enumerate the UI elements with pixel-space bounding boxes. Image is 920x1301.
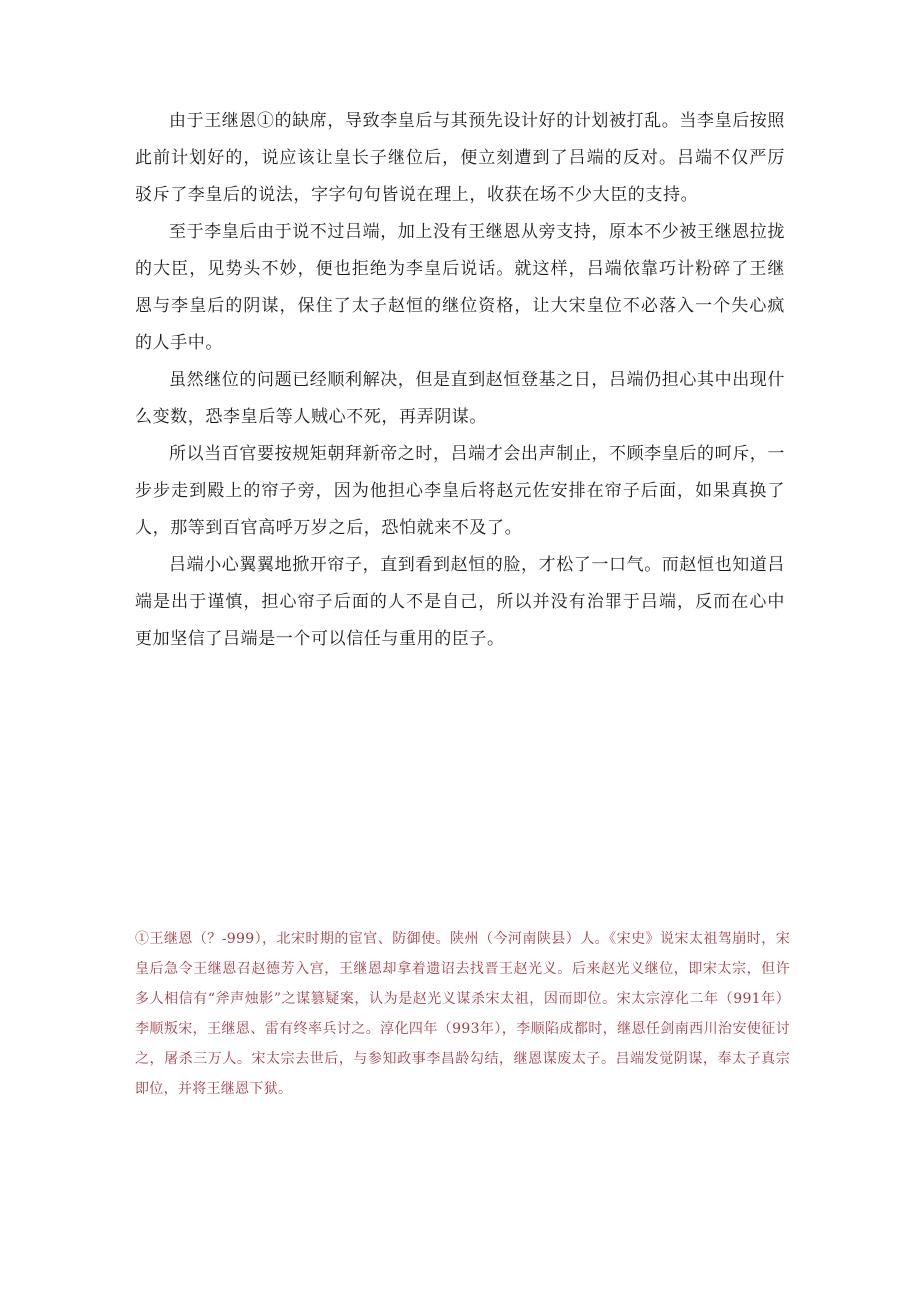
body-text	[135, 103, 785, 658]
paragraph-1: 由于王继恩①的缺席，导致李皇后与其预先设计好的计划被打乱。当李皇后按照此前计划好的，说应该让皇长子继位后，便立刻遭到了吕端的反对。吕端不仅严厉驳斥了李皇后的说法，字字句句皆说在理上，收获在场不少大臣的支持。	[135, 111, 785, 205]
paragraph-2: 至于李皇后由于说不过吕端，加上没有王继恩从旁支持，原本不少被王继恩拉拢的大臣，见势头不妙，便也拒绝为李皇后说话。就这样，吕端依靠巧计粉碎了王继恩与李皇后的阴谋，保住了太子赵恒的继位资格，让大宋皇位不必落入一个失心疯的人手中。	[135, 222, 785, 353]
paragraph-5: 吕端小心翼翼地掀开帘子，直到看到赵恒的脸，才松了一口气。而赵恒也知道吕端是出于谨慎，担心帘子后面的人不是自己，所以并没有治罪于吕端，反而在心中更加坚信了吕端是一个可以信任与重用的臣子。	[135, 555, 785, 649]
footnote-text: ①王继恩（？-999），北宋时期的宦官、防御使。陕州（今河南陕县）人。《宋史》说宋太祖驾崩时，宋皇后急令王继恩召赵德芳入宫，王继恩却拿着遗诏去找晋王赵光义。后来赵光义继位，即宋太宗，但许多人相信有“斧声烛影”之谋篡疑案，认为是赵光义谋杀宋太祖，因而即位。宋太宗淳化二年（991年）李顺叛宋，王继恩、雷有终率兵讨之。淳化四年（993年），李顺陷成都时，继恩任剑南西川治安使征讨之，屠杀三万人。宋太宗去世后，与参知政事李昌龄勾结，继恩谋废太子。吕端发觉阴谋，奉太子真宗即位，并将王继恩下狱。	[135, 931, 790, 1097]
footnote	[135, 924, 790, 1104]
paragraph-4: 所以当百官要按规矩朝拜新帝之时，吕端才会出声制止，不顾李皇后的呵斥，一步步走到殿上的帘子旁，因为他担心李皇后将赵元佐安排在帘子后面，如果真换了人，那等到百官高呼万岁之后，恐怕就来不及了。	[135, 444, 785, 538]
paragraph-3: 虽然继位的问题已经顺利解决，但是直到赵恒登基之日，吕端仍担心其中出现什么变数，恐李皇后等人贼心不死，再弄阴谋。	[135, 370, 785, 427]
